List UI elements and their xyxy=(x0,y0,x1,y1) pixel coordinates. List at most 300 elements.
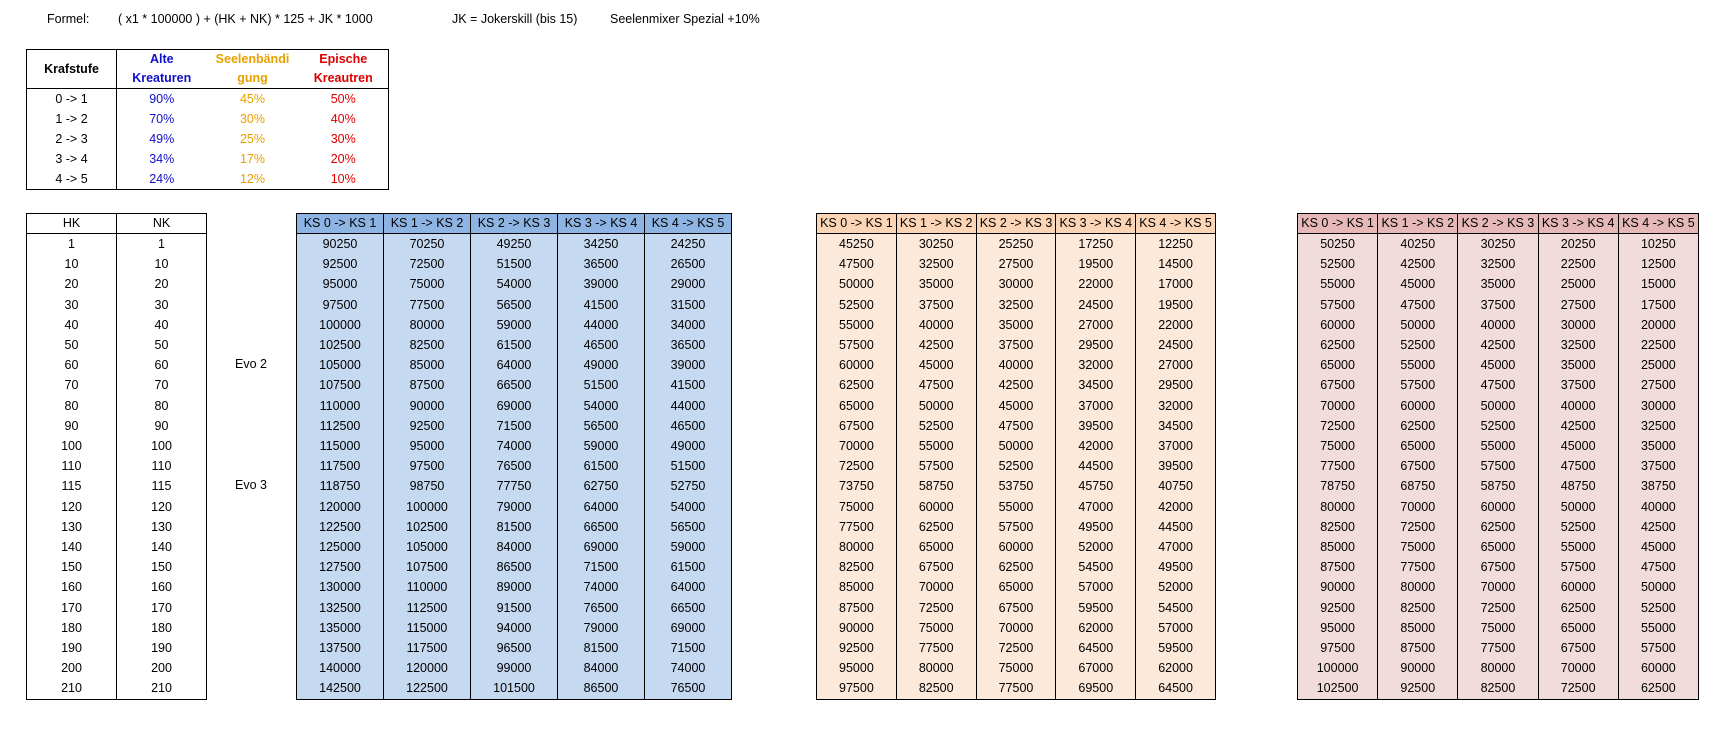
ks-column-header: KS 0 -> KS 1 xyxy=(297,214,384,234)
value-cell: 64500 xyxy=(1136,678,1216,699)
value-cell: 53750 xyxy=(976,476,1056,496)
value-cell: 77500 xyxy=(817,517,897,537)
value-cell: 52500 xyxy=(1378,335,1458,355)
table-row xyxy=(1298,476,1699,496)
value-cell: 61500 xyxy=(645,557,732,577)
value-cell: 50000 xyxy=(896,396,976,416)
value-cell: 52500 xyxy=(1538,517,1618,537)
value-cell: 45000 xyxy=(1458,355,1538,375)
table-row xyxy=(1298,274,1699,294)
value-cell: 65000 xyxy=(1378,436,1458,456)
value-cell: 100000 xyxy=(384,497,471,517)
value-cell: 64000 xyxy=(471,355,558,375)
value-cell: 54000 xyxy=(471,274,558,294)
value-cell: 110000 xyxy=(297,396,384,416)
table-row xyxy=(817,436,1216,456)
value-cell: 77500 xyxy=(1458,638,1538,658)
nk-cell: 130 xyxy=(117,517,207,537)
value-cell: 70000 xyxy=(896,577,976,597)
value-cell: 32500 xyxy=(896,254,976,274)
hk-cell: 150 xyxy=(27,557,117,577)
value-cell: 122500 xyxy=(384,678,471,699)
value-cell: 40750 xyxy=(1136,476,1216,496)
value-cell: 78750 xyxy=(1298,476,1378,496)
value-cell: 62500 xyxy=(1538,598,1618,618)
value-cell: 30000 xyxy=(1538,315,1618,335)
value-cell: 85000 xyxy=(1298,537,1378,557)
value-cell: 72500 xyxy=(896,598,976,618)
kraftstufe-cell-alte: 49% xyxy=(149,132,175,146)
nk-cell: 40 xyxy=(117,315,207,335)
table-row xyxy=(27,456,207,476)
value-cell: 65000 xyxy=(896,537,976,557)
value-cell: 34500 xyxy=(1136,416,1216,436)
value-cell: 102500 xyxy=(297,335,384,355)
value-cell: 95000 xyxy=(1298,618,1378,638)
value-cell: 56500 xyxy=(471,295,558,315)
value-cell: 120000 xyxy=(297,497,384,517)
value-cell: 31500 xyxy=(645,295,732,315)
value-cell: 80000 xyxy=(1458,658,1538,678)
value-cell: 26500 xyxy=(645,254,732,274)
value-cell: 40250 xyxy=(1378,234,1458,255)
kraftstufe-cell-stage: 0 -> 1 xyxy=(27,89,117,110)
value-cell: 17000 xyxy=(1136,274,1216,294)
value-cell: 62500 xyxy=(976,557,1056,577)
value-cell: 47500 xyxy=(1618,557,1698,577)
value-cell: 52500 xyxy=(1618,598,1698,618)
value-cell: 91500 xyxy=(471,598,558,618)
table-row xyxy=(817,335,1216,355)
kraftstufe-cell-stage: 4 -> 5 xyxy=(27,169,117,190)
value-cell: 75000 xyxy=(1298,436,1378,456)
value-cell: 61500 xyxy=(558,456,645,476)
table-row xyxy=(27,618,207,638)
value-cell: 90000 xyxy=(384,396,471,416)
value-cell: 81500 xyxy=(471,517,558,537)
table-row xyxy=(297,436,732,456)
value-cell: 60000 xyxy=(1378,396,1458,416)
value-cell: 64000 xyxy=(558,497,645,517)
value-cell: 67500 xyxy=(817,416,897,436)
table-row xyxy=(1298,577,1699,597)
value-cell: 66500 xyxy=(471,375,558,395)
table-row xyxy=(817,678,1216,699)
kraftstufe-row xyxy=(27,89,389,110)
nk-cell: 170 xyxy=(117,598,207,618)
hk-cell: 40 xyxy=(27,315,117,335)
value-cell: 58750 xyxy=(1458,476,1538,496)
value-cell: 60000 xyxy=(1458,497,1538,517)
table-row xyxy=(27,375,207,395)
ks-column-header: KS 0 -> KS 1 xyxy=(817,214,897,234)
value-cell: 35000 xyxy=(1618,436,1698,456)
value-cell: 71500 xyxy=(558,557,645,577)
table-row xyxy=(817,658,1216,678)
table-row xyxy=(297,537,732,557)
value-cell: 102500 xyxy=(1298,678,1378,699)
value-cell: 77500 xyxy=(1378,557,1458,577)
value-cell: 72500 xyxy=(817,456,897,476)
value-cell: 87500 xyxy=(1298,557,1378,577)
ks-column-header: KS 1 -> KS 2 xyxy=(1378,214,1458,234)
value-cell: 24500 xyxy=(1136,335,1216,355)
value-cell: 79000 xyxy=(558,618,645,638)
value-cell: 58750 xyxy=(896,476,976,496)
value-cell: 72500 xyxy=(1378,517,1458,537)
value-cell: 100000 xyxy=(1298,658,1378,678)
value-cell: 67500 xyxy=(1378,456,1458,476)
value-cell: 87500 xyxy=(1378,638,1458,658)
jokerskill-note: JK = Jokerskill (bis 15) xyxy=(452,12,578,26)
table-row xyxy=(297,375,732,395)
nk-cell: 115 xyxy=(117,476,207,496)
value-cell: 55000 xyxy=(1298,274,1378,294)
value-cell: 77500 xyxy=(976,678,1056,699)
value-cell: 29500 xyxy=(1136,375,1216,395)
value-cell: 80000 xyxy=(384,315,471,335)
value-cell: 55000 xyxy=(1618,618,1698,638)
value-cell: 94000 xyxy=(471,618,558,638)
value-cell: 97500 xyxy=(1298,638,1378,658)
value-cell: 112500 xyxy=(297,416,384,436)
value-cell: 47000 xyxy=(1056,497,1136,517)
value-cell: 32500 xyxy=(1618,416,1698,436)
value-cell: 87500 xyxy=(384,375,471,395)
value-cell: 45000 xyxy=(976,396,1056,416)
nk-cell: 20 xyxy=(117,274,207,294)
value-cell: 50250 xyxy=(1298,234,1378,255)
value-cell: 65000 xyxy=(976,577,1056,597)
value-cell: 59000 xyxy=(558,436,645,456)
value-cell: 67500 xyxy=(976,598,1056,618)
value-cell: 60000 xyxy=(1538,577,1618,597)
value-cell: 49250 xyxy=(471,234,558,255)
value-cell: 77500 xyxy=(1298,456,1378,476)
value-cell: 70000 xyxy=(1458,577,1538,597)
formula-label: Formel: xyxy=(47,12,90,26)
nk-cell: 80 xyxy=(117,396,207,416)
value-cell: 30000 xyxy=(1618,396,1698,416)
value-cell: 62500 xyxy=(1618,678,1698,699)
value-cell: 67000 xyxy=(1056,658,1136,678)
value-cell: 40000 xyxy=(976,355,1056,375)
value-cell: 59000 xyxy=(471,315,558,335)
value-cell: 82500 xyxy=(1458,678,1538,699)
hk-cell: 140 xyxy=(27,537,117,557)
table-row xyxy=(817,254,1216,274)
kraftstufe-row xyxy=(27,109,389,129)
table-row xyxy=(817,476,1216,496)
table-row xyxy=(297,618,732,638)
value-cell: 40000 xyxy=(1618,497,1698,517)
value-cell: 127500 xyxy=(297,557,384,577)
value-cell: 73750 xyxy=(817,476,897,496)
kraftstufe-cell-stage: 3 -> 4 xyxy=(27,149,117,169)
value-cell: 24250 xyxy=(645,234,732,255)
value-cell: 49500 xyxy=(1136,557,1216,577)
table-row xyxy=(27,537,207,557)
value-cell: 75000 xyxy=(976,658,1056,678)
value-cell: 29500 xyxy=(1056,335,1136,355)
value-cell: 99000 xyxy=(471,658,558,678)
kraftstufe-cell-alte: 90% xyxy=(149,92,175,106)
nk-cell: 50 xyxy=(117,335,207,355)
value-cell: 85000 xyxy=(1378,618,1458,638)
table-row xyxy=(27,416,207,436)
table-row xyxy=(1298,355,1699,375)
table-row xyxy=(1298,315,1699,335)
value-cell: 77500 xyxy=(896,638,976,658)
kraftstufe-row xyxy=(27,169,389,190)
hk-cell: 180 xyxy=(27,618,117,638)
value-cell: 37500 xyxy=(896,295,976,315)
value-cell: 52500 xyxy=(1458,416,1538,436)
hk-cell: 80 xyxy=(27,396,117,416)
value-cell: 35000 xyxy=(1458,274,1538,294)
kraftstufe-table xyxy=(26,49,389,190)
hk-cell: 60 xyxy=(27,355,117,375)
table-row xyxy=(27,274,207,294)
value-cell: 56500 xyxy=(645,517,732,537)
ks-column-header: KS 3 -> KS 4 xyxy=(1056,214,1136,234)
table-row xyxy=(1298,497,1699,517)
value-cell: 54500 xyxy=(1056,557,1136,577)
table-row xyxy=(297,295,732,315)
table-row xyxy=(297,638,732,658)
table-row xyxy=(1298,557,1699,577)
value-cell: 70000 xyxy=(817,436,897,456)
value-cell: 70000 xyxy=(1538,658,1618,678)
table-row xyxy=(297,678,732,699)
value-cell: 25000 xyxy=(1618,355,1698,375)
table-row xyxy=(817,295,1216,315)
value-cell: 60000 xyxy=(976,537,1056,557)
value-cell: 72500 xyxy=(384,254,471,274)
value-cell: 98750 xyxy=(384,476,471,496)
value-cell: 27500 xyxy=(1538,295,1618,315)
value-cell: 95000 xyxy=(297,274,384,294)
value-cell: 60000 xyxy=(817,355,897,375)
value-cell: 60000 xyxy=(1618,658,1698,678)
table-row xyxy=(27,678,207,699)
table-row xyxy=(297,517,732,537)
value-cell: 62500 xyxy=(1298,335,1378,355)
value-cell: 17500 xyxy=(1618,295,1698,315)
value-cell: 55000 xyxy=(1538,537,1618,557)
value-cell: 61500 xyxy=(471,335,558,355)
value-cell: 60000 xyxy=(1298,315,1378,335)
value-cell: 105000 xyxy=(297,355,384,375)
value-cell: 60000 xyxy=(896,497,976,517)
value-cell: 70250 xyxy=(384,234,471,255)
value-cell: 80000 xyxy=(1378,577,1458,597)
value-cell: 52500 xyxy=(817,295,897,315)
value-cell: 102500 xyxy=(384,517,471,537)
value-cell: 44000 xyxy=(558,315,645,335)
ks-column-header: KS 2 -> KS 3 xyxy=(976,214,1056,234)
value-cell: 10250 xyxy=(1618,234,1698,255)
value-cell: 41500 xyxy=(558,295,645,315)
seelenbaendigung-header: Seelenbändi gung xyxy=(207,50,299,89)
value-cell: 77750 xyxy=(471,476,558,496)
hk-cell: 30 xyxy=(27,295,117,315)
nk-cell: 190 xyxy=(117,638,207,658)
value-cell: 87500 xyxy=(817,598,897,618)
value-cell: 96500 xyxy=(471,638,558,658)
value-cell: 59500 xyxy=(1056,598,1136,618)
value-cell: 62500 xyxy=(1378,416,1458,436)
value-cell: 40000 xyxy=(1538,396,1618,416)
table-row xyxy=(1298,436,1699,456)
table-row xyxy=(817,355,1216,375)
value-cell: 12250 xyxy=(1136,234,1216,255)
value-cell: 65000 xyxy=(1298,355,1378,375)
value-cell: 67500 xyxy=(896,557,976,577)
value-cell: 42500 xyxy=(1538,416,1618,436)
nk-cell: 120 xyxy=(117,497,207,517)
value-cell: 92500 xyxy=(384,416,471,436)
table-row xyxy=(1298,678,1699,699)
value-cell: 72500 xyxy=(976,638,1056,658)
value-cell: 82500 xyxy=(896,678,976,699)
value-cell: 90000 xyxy=(1298,577,1378,597)
value-cell: 39000 xyxy=(558,274,645,294)
value-cell: 92500 xyxy=(297,254,384,274)
value-cell: 22000 xyxy=(1056,274,1136,294)
value-cell: 42000 xyxy=(1136,497,1216,517)
table-row xyxy=(817,274,1216,294)
value-cell: 80000 xyxy=(1298,497,1378,517)
value-cell: 47500 xyxy=(976,416,1056,436)
value-cell: 79000 xyxy=(471,497,558,517)
table-row xyxy=(817,577,1216,597)
table-row xyxy=(1298,517,1699,537)
seelenmixer-note: Seelenmixer Spezial +10% xyxy=(610,12,760,26)
ks-column-header: KS 3 -> KS 4 xyxy=(1538,214,1618,234)
value-cell: 75000 xyxy=(1378,537,1458,557)
value-cell: 57500 xyxy=(1378,375,1458,395)
value-cell: 32000 xyxy=(1136,396,1216,416)
table-row xyxy=(817,497,1216,517)
table-row xyxy=(817,557,1216,577)
value-cell: 36500 xyxy=(558,254,645,274)
table-row xyxy=(1298,638,1699,658)
value-cell: 86500 xyxy=(558,678,645,699)
table-row xyxy=(27,254,207,274)
value-cell: 50000 xyxy=(976,436,1056,456)
hk-cell: 110 xyxy=(27,456,117,476)
value-cell: 82500 xyxy=(384,335,471,355)
value-cell: 142500 xyxy=(297,678,384,699)
value-cell: 37000 xyxy=(1136,436,1216,456)
value-cell: 55000 xyxy=(1458,436,1538,456)
table-row xyxy=(297,557,732,577)
value-cell: 27500 xyxy=(976,254,1056,274)
value-cell: 41500 xyxy=(645,375,732,395)
value-cell: 17250 xyxy=(1056,234,1136,255)
value-cell: 100000 xyxy=(297,315,384,335)
value-cell: 132500 xyxy=(297,598,384,618)
value-cell: 19500 xyxy=(1136,295,1216,315)
table-row xyxy=(817,375,1216,395)
value-cell: 62000 xyxy=(1056,618,1136,638)
value-cell: 54000 xyxy=(558,396,645,416)
nk-cell: 210 xyxy=(117,678,207,699)
ks-column-header: KS 4 -> KS 5 xyxy=(1136,214,1216,234)
value-cell: 32000 xyxy=(1056,355,1136,375)
value-cell: 34250 xyxy=(558,234,645,255)
kraftstufe-row xyxy=(27,149,389,169)
nk-cell: 10 xyxy=(117,254,207,274)
table-row xyxy=(27,598,207,618)
value-cell: 69000 xyxy=(645,618,732,638)
value-cell: 25000 xyxy=(1538,274,1618,294)
value-cell: 69000 xyxy=(471,396,558,416)
kraftstufe-cell-alte: 70% xyxy=(149,112,175,126)
value-cell: 75000 xyxy=(896,618,976,638)
table-row xyxy=(27,396,207,416)
value-cell: 67500 xyxy=(1298,375,1378,395)
hk-cell: 130 xyxy=(27,517,117,537)
value-cell: 32500 xyxy=(1458,254,1538,274)
table-row xyxy=(297,598,732,618)
value-cell: 54500 xyxy=(1136,598,1216,618)
value-cell: 55000 xyxy=(817,315,897,335)
table-row xyxy=(27,577,207,597)
value-cell: 84000 xyxy=(558,658,645,678)
table-row xyxy=(297,658,732,678)
table-row xyxy=(817,598,1216,618)
hk-cell: 115 xyxy=(27,476,117,496)
table-row xyxy=(1298,375,1699,395)
nk-cell: 30 xyxy=(117,295,207,315)
value-cell: 112500 xyxy=(384,598,471,618)
value-cell: 74000 xyxy=(558,577,645,597)
value-cell: 46500 xyxy=(558,335,645,355)
value-cell: 62500 xyxy=(1458,517,1538,537)
value-cell: 84000 xyxy=(471,537,558,557)
value-cell: 115000 xyxy=(384,618,471,638)
table-row xyxy=(817,618,1216,638)
hk-cell: 1 xyxy=(27,234,117,255)
value-cell: 57000 xyxy=(1056,577,1136,597)
value-cell: 74000 xyxy=(471,436,558,456)
value-cell: 135000 xyxy=(297,618,384,638)
ks-column-header: KS 1 -> KS 2 xyxy=(384,214,471,234)
value-cell: 76500 xyxy=(471,456,558,476)
value-cell: 54000 xyxy=(645,497,732,517)
hk-cell: 100 xyxy=(27,436,117,456)
value-cell: 20000 xyxy=(1618,315,1698,335)
table-row xyxy=(1298,234,1699,255)
table-row xyxy=(1298,456,1699,476)
kraftstufe-cell-seelen: 12% xyxy=(239,172,266,186)
value-cell: 20250 xyxy=(1538,234,1618,255)
value-cell: 37500 xyxy=(1618,456,1698,476)
kraftstufe-cell-alte: 34% xyxy=(149,152,175,166)
value-cell: 52500 xyxy=(1298,254,1378,274)
value-cell: 57500 xyxy=(976,517,1056,537)
value-cell: 62500 xyxy=(817,375,897,395)
value-cell: 50000 xyxy=(1618,577,1698,597)
value-cell: 40000 xyxy=(1458,315,1538,335)
value-cell: 140000 xyxy=(297,658,384,678)
table-row xyxy=(27,476,207,496)
value-cell: 30250 xyxy=(1458,234,1538,255)
value-cell: 50000 xyxy=(817,274,897,294)
value-cell: 97500 xyxy=(384,456,471,476)
